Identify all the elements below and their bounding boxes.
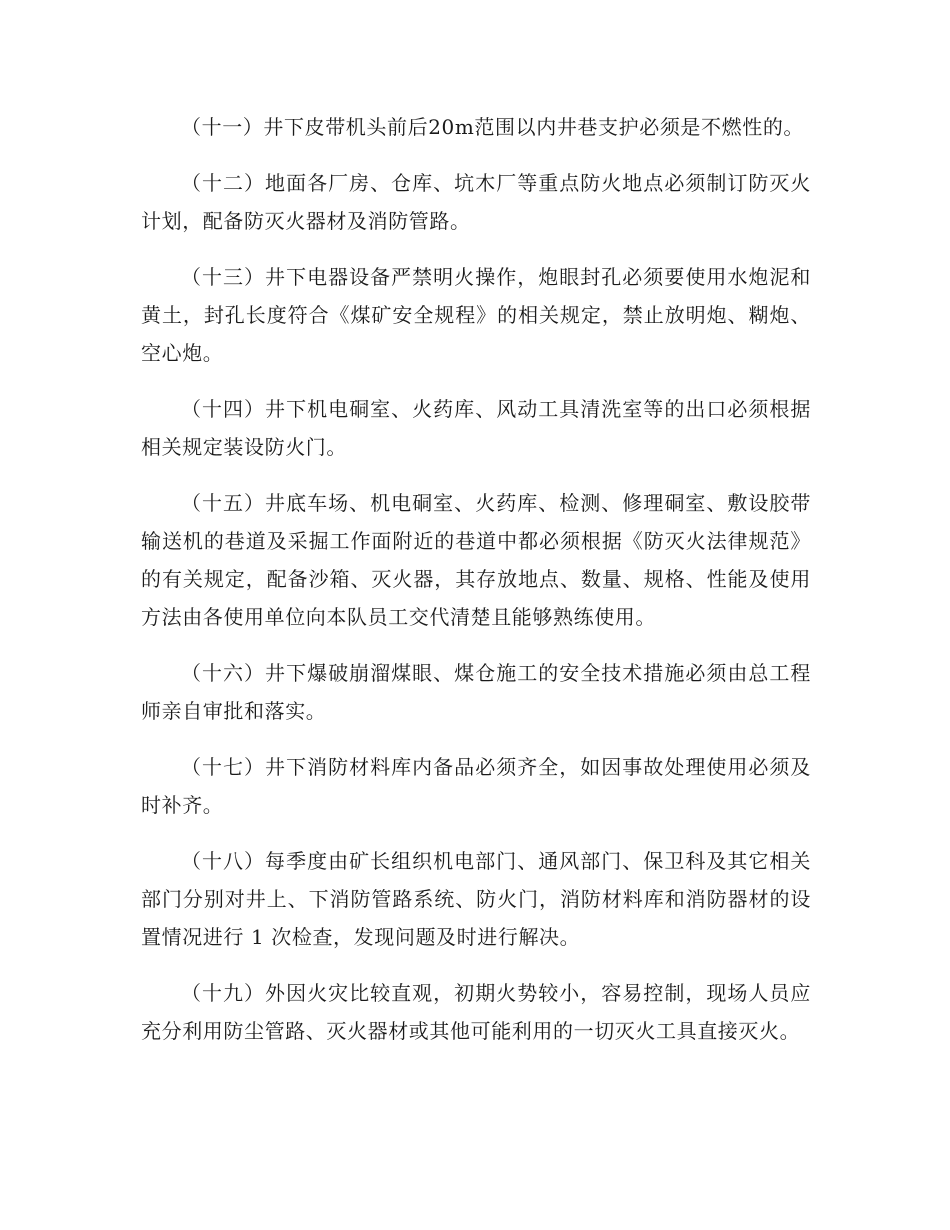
paragraph-14: （十四）井下机电硐室、火药库、风动工具清洗室等的出口必须根据相关规定装设防火门。 [141, 397, 811, 459]
paragraph-12: （十二）地面各厂房、仓库、坑木厂等重点防火地点必须制订防灭火计划，配备防灭火器材及消防管路。 [141, 171, 811, 233]
paragraph-16: （十六）井下爆破崩溜煤眼、煤仓施工的安全技术措施必须由总工程师亲自审批和落实。 [141, 661, 811, 723]
paragraph-11: （十一）井下皮带机头前后20m范围以内井巷支护必须是不燃性的。 [181, 115, 805, 139]
paragraph-15: （十五）井底车场、机电硐室、火药库、检测、修理硐室、敷设胶带输送机的巷道及采掘工作面附近的巷道中都必须根据《防灭火法律规范》的有关规定，配备沙箱、灭火器，其存放地点、数量、规格、性能及使用方法由各使用单位向本队员工交代清楚且能够熟练使用。 [141, 491, 811, 629]
paragraph-19: （十九）外因火灾比较直观，初期火势较小，容易控制，现场人员应充分利用防尘管路、灭火器材或其他可能利用的一切灭火工具直接灭火。 [141, 981, 811, 1043]
paragraph-18: （十八）每季度由矿长组织机电部门、通风部门、保卫科及其它相关部门分别对井上、下消防管路系统、防火门，消防材料库和消防器材的设置情况进行 1 次检查，发现问题及时进行解决。 [141, 849, 811, 949]
document-body [141, 108, 811, 1068]
paragraph-13: （十三）井下电器设备严禁明火操作，炮眼封孔必须要使用水炮泥和黄土，封孔长度符合《煤矿安全规程》的相关规定，禁止放明炮、糊炮、空心炮。 [141, 265, 811, 365]
paragraph-17: （十七）井下消防材料库内备品必须齐全，如因事故处理使用必须及时补齐。 [141, 755, 811, 817]
